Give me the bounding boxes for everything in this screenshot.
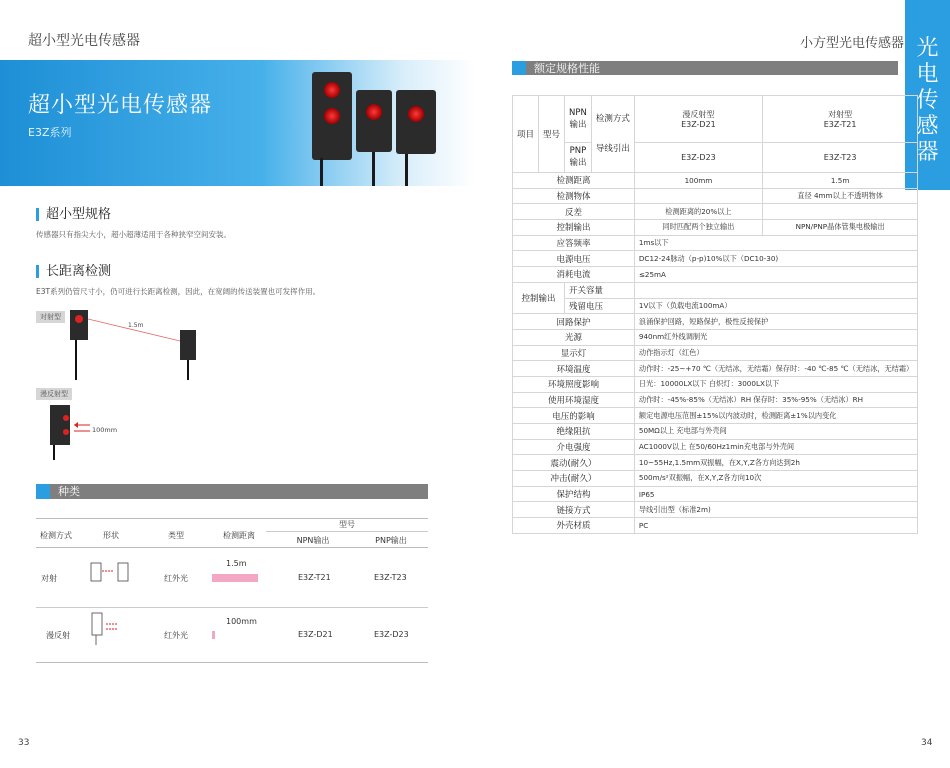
spec-row-value: 940nm红外线调制光 (634, 329, 917, 345)
spec-row-diffuse-value: 100mm (634, 173, 762, 189)
row-method: 对射 (41, 574, 57, 583)
row-pnp-model: E3Z-T23 (374, 573, 407, 582)
spec-row-value: IP65 (634, 486, 917, 502)
side-tab-char: 传 (916, 88, 939, 113)
spec-h-model: 型号 (539, 96, 565, 173)
spec-row (513, 424, 918, 440)
thru-beam-diagram (30, 305, 260, 385)
side-tab-char: 器 (916, 140, 939, 165)
row-method: 漫反射 (46, 631, 70, 640)
spec-row-value: 日光：10000LX以下 白炽灯：3000LX以下 (634, 376, 917, 392)
left-page-header: 超小型光电传感器 (28, 33, 140, 49)
row-npn-model: E3Z-T21 (298, 573, 331, 582)
spec-row-value: 10~55Hz,1.5mm双振幅，在X,Y,Z各方向达到2h (634, 455, 917, 471)
spec-row (513, 220, 918, 236)
th-npn: NPN输出 (296, 536, 330, 545)
spec-row-label: 控制输出 (513, 220, 635, 236)
spec-row-label: 绝缘阻抗 (513, 424, 635, 440)
th-shape: 形状 (103, 531, 119, 540)
spec-row-value: 1ms以下 (634, 235, 917, 251)
row-distance: 1.5m (226, 559, 247, 568)
spec-pnp-diffuse: E3Z-D23 (634, 142, 762, 172)
spec-row-thru-value: NPN/PNP晶体管集电极输出 (762, 220, 917, 236)
row-type: 红外光 (164, 574, 188, 583)
spec-row-value: 浪涌保护回路，短路保护，极性反接保护 (634, 314, 917, 330)
spec-row-label: 检测距离 (513, 173, 635, 189)
side-tab-char: 光 (916, 36, 939, 61)
spec-row (513, 345, 918, 361)
diffuse-distance-label: 100mm (92, 426, 118, 434)
th-pnp: PNP输出 (375, 536, 407, 545)
spec-h-method: 检测方式 导线引出 (591, 96, 634, 173)
thru-beam-shape-icon (86, 559, 136, 589)
spec-row (513, 235, 918, 251)
spec-row-diffuse-value (634, 188, 762, 204)
spec-row (513, 455, 918, 471)
spec-row (513, 282, 918, 298)
spec-row (513, 267, 918, 283)
thru-distance-label: 1.5m (128, 322, 144, 329)
spec-row-label: 链接方式 (513, 502, 635, 518)
spec-row-value: 动作时：-45%-85%（无结冰）RH 保存时：35%-95%（无结冰）RH (634, 392, 917, 408)
spec-row (513, 408, 918, 424)
hero-subtitle: E3Z系列 (28, 126, 72, 139)
section-desc-compact: 传感器只有指尖大小，超小超薄适用于各种狭窄空间安装。 (36, 230, 231, 239)
spec-row (513, 361, 918, 377)
spec-row (513, 173, 918, 189)
spec-row-diffuse-value: 同时匹配两个独立输出 (634, 220, 762, 236)
spec-row-label: 保护结构 (513, 486, 635, 502)
spec-row-label: 环境温度 (513, 361, 635, 377)
spec-npn-diffuse: 漫反射型 E3Z-D21 (634, 96, 762, 143)
spec-row-thru-value (762, 204, 917, 220)
receiver-sensor (180, 330, 196, 360)
spec-row-label: 使用环境湿度 (513, 392, 635, 408)
spec-row-label: 回路保护 (513, 314, 635, 330)
spec-h-pnp: PNP 输出 (565, 142, 592, 172)
section-title-compact: 超小型规格 (36, 208, 111, 221)
spec-row-label: 检测物体 (513, 188, 635, 204)
row-npn-model: E3Z-D21 (298, 630, 333, 639)
spec-row-thru-value: 1.5m (762, 173, 917, 189)
page-number-left: 33 (18, 738, 30, 748)
spec-row (513, 502, 918, 518)
spec-row-value: DC12-24脉动（p-p)10%以下（DC10-30) (634, 251, 917, 267)
hero-title: 超小型光电传感器 (28, 93, 213, 118)
distance-bar (212, 631, 215, 639)
spec-row-sublabel: 开关容量 (565, 282, 635, 298)
spec-row-value: 动作指示灯（红色） (634, 345, 917, 361)
spec-row-label: 环境照度影响 (513, 376, 635, 392)
spec-row-thru-value: 直径 4mm以上不透明物体 (762, 188, 917, 204)
spec-row-label: 光源 (513, 329, 635, 345)
spec-row (513, 518, 918, 534)
spec-row-value: ≤25mA (634, 267, 917, 283)
spec-h-npn: NPN 输出 (565, 96, 592, 143)
side-tab-char: 感 (916, 114, 939, 139)
side-tab-char: 电 (916, 62, 939, 87)
spec-row-label: 冲击(耐久） (513, 471, 635, 487)
spec-row-value: 1V以下（负载电流100mA） (634, 298, 917, 314)
spec-npn-thru: 对射型 E3Z-T21 (762, 96, 917, 143)
types-table (36, 518, 428, 663)
spec-row-label: 震动(耐久） (513, 455, 635, 471)
spec-row (513, 314, 918, 330)
spec-row-label: 外壳材质 (513, 518, 635, 534)
spec-table (512, 95, 918, 534)
sensor-image (312, 72, 352, 160)
row-type: 红外光 (164, 631, 188, 640)
th-method: 检测方式 (40, 531, 72, 540)
diffuse-sensor (50, 405, 70, 445)
spec-row-label: 介电强度 (513, 439, 635, 455)
spec-h-item: 项目 (513, 96, 539, 173)
spec-row-value: 额定电源电压范围±15%以内波动时，检测距离±1%以内变化 (634, 408, 917, 424)
section-desc-long-range: E3T系列仍管尺寸小，仍可进行长距离检测，因此，在宽阔的传送装置也可发挥作用。 (36, 287, 321, 296)
spec-row-diffuse-value: 检测距离的20%以上 (634, 204, 762, 220)
right-page-header: 小方型光电传感器 (800, 36, 905, 51)
spec-row-value (634, 282, 917, 298)
spec-row (513, 188, 918, 204)
th-distance: 检测距离 (223, 531, 255, 540)
spec-bar-label: 额定规格性能 (534, 62, 600, 75)
types-bar-label: 种类 (58, 485, 80, 498)
th-model: 型号 (339, 520, 355, 529)
spec-row (513, 471, 918, 487)
spec-row (513, 392, 918, 408)
sensor-image (396, 90, 436, 154)
spec-row-label: 应答频率 (513, 235, 635, 251)
spec-row-value: 50MΩ以上 充电部与外壳间 (634, 424, 917, 440)
spec-row-value: PC (634, 518, 917, 534)
spec-row-sublabel: 残留电压 (565, 298, 635, 314)
spec-row-value: 导线引出型（标准2m) (634, 502, 917, 518)
diffuse-shape-icon (86, 609, 136, 649)
tag-thru-beam: 对射型 (36, 311, 65, 323)
emitter-sensor (70, 310, 88, 340)
spec-row-label: 反差 (513, 204, 635, 220)
spec-row-value: 动作时：-25~+70 ℃（无结冰，无结霜）保存时：-40 ℃-85 ℃（无结冰，无结霜） (634, 361, 917, 377)
spec-row-label: 控制输出 (513, 282, 565, 313)
spec-row (513, 298, 918, 314)
spec-row-value: AC1000V以上 在50/60Hz1min充电部与外壳间 (634, 439, 917, 455)
distance-bar (212, 574, 258, 582)
spec-pnp-thru: E3Z-T23 (762, 142, 917, 172)
row-distance: 100mm (226, 617, 257, 626)
section-title-long-range: 长距离检测 (36, 265, 111, 278)
spec-section-bar (512, 61, 898, 75)
spec-row-label: 消耗电流 (513, 267, 635, 283)
spec-row-value: 500m/s²双振幅，在X,Y,Z各方向10次 (634, 471, 917, 487)
spec-row (513, 486, 918, 502)
types-section-bar (36, 484, 428, 499)
spec-row (513, 251, 918, 267)
spec-row-label: 电压的影响 (513, 408, 635, 424)
spec-row (513, 376, 918, 392)
row-pnp-model: E3Z-D23 (374, 630, 409, 639)
tag-diffuse: 漫反射型 (36, 388, 72, 400)
page-number-right: 34 (921, 738, 933, 748)
th-type: 类型 (168, 531, 184, 540)
spec-row (513, 204, 918, 220)
spec-row-label: 显示灯 (513, 345, 635, 361)
sensor-image (356, 90, 392, 152)
hero-banner (0, 60, 475, 186)
spec-row (513, 329, 918, 345)
spec-row-label: 电源电压 (513, 251, 635, 267)
spec-row (513, 439, 918, 455)
